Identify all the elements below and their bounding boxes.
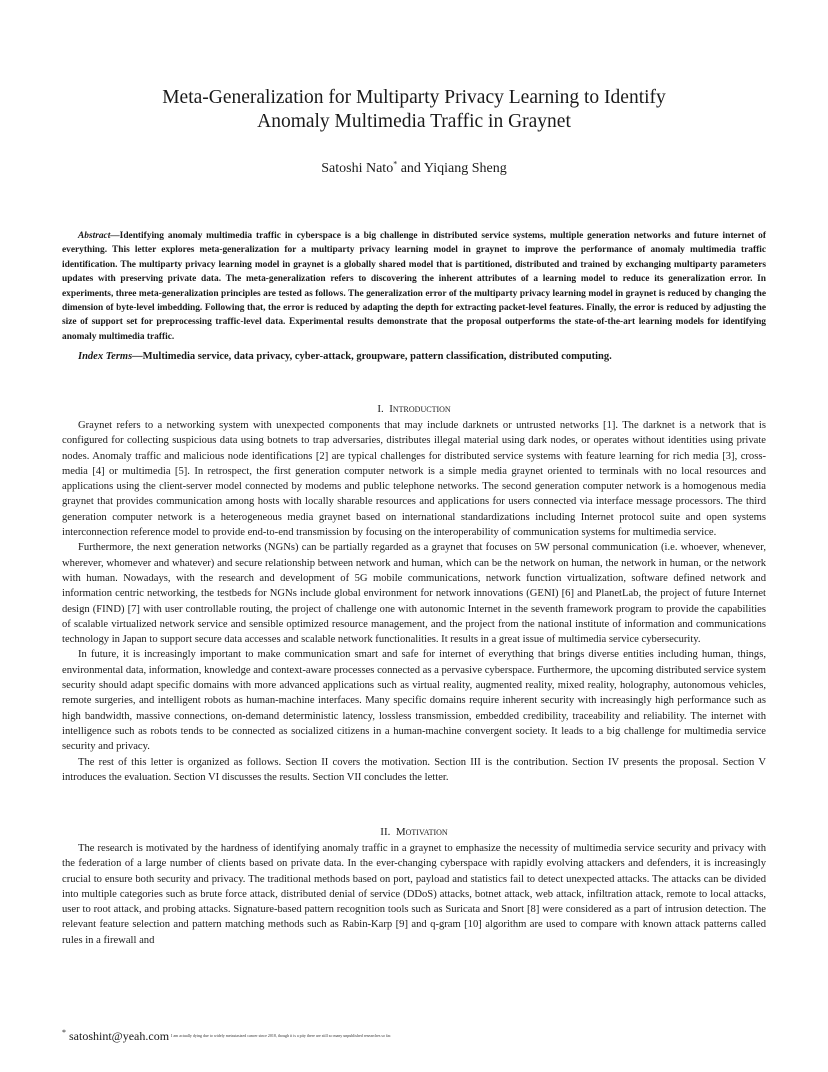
author-footnote-mark: *: [393, 159, 398, 169]
footnote-email: satoshint@yeah.com: [69, 1029, 170, 1043]
section-heading-introduction: [62, 402, 766, 416]
author-names-rest: and Yiqiang Sheng: [397, 161, 507, 176]
paragraph: In future, it is increasingly important to make communication smart and safe for internet of everything that brings diverse entities including human, things, environmental data, information, knowledge and context-aware processes connected as a pervasive cyberspace. Furthermore, the upcoming distributed service system security should adapt specific domains with more advanced applications such as virtual reality, augmented reality, mixed reality, holography, autonomous vehicles, remote surgeries, and intelligent robots as human-machine interfaces. Many specific domains require inherent security with increasingly high performance such as high bandwidth, massive connections, on-demand deterministic latency, lossless transmission, embedded credibility, traceability and reliability. The internet with intelligence such as robots tends to be connected as socialized citizens in a human-machine convergent society. It leads to a big challenge for multimedia service security and privacy.: [62, 649, 766, 753]
abstract-label: Abstract: [78, 231, 111, 241]
index-terms-text: —Multimedia service, data privacy, cyber-attack, groupware, pattern classification, distributed computing.: [132, 351, 612, 362]
footnote-note: I am actually dying due to widely metastasized cancer since 2018, though it is a pity there are still so many unpublished researches so far.: [171, 1033, 392, 1038]
index-terms: [62, 349, 766, 364]
footnote-mark: *: [62, 1028, 66, 1037]
paper-title: [62, 86, 766, 134]
paragraph: Furthermore, the next generation networks (NGNs) can be partially regarded as a graynet that focuses on 5W personal communication (i.e. whoever, whenever, wherever, whomever and whatever) and secure relationship between network and human, which can be the network on human, the network in human, or the network with human. Nowadays, with the research and development of 5G mobile communications, network function virtualization, software defined network and information centric networking, the testbeds for NGNs include global environment for network innovations (GENI) [6] and PlanetLab, the project of future Internet design (FIND) [7] with user controllable routing, the project of challenge one with autonomic Internet in the seventh framework program to provide the capabilities of scalable virtualized network service and sensible optimized resource management, and the project from the national institute of information and communications technology in Japan to support secure data accesses and scalable network functionalities. It results in a great issue of multimedia service cybersecurity.: [62, 542, 766, 646]
abstract-text: —Identifying anomaly multimedia traffic in cyberspace is a big challenge in distributed service systems, multiple generation networks and future internet of everything. This letter explores meta-generalization for a multiparty privacy learning model in graynet to improve the performance of anomaly multimedia traffic identification. The multiparty privacy learning model in graynet is a globally shared model that is partitioned, distributed and trained by exchanging multiparty parameters updates with preserving private data. The meta-generalization refers to discovering the inherent attributes of a learning model to reduce its generalization error. In experiments, three meta-generalization principles are tested as follows. The generalization error of the multiparty privacy learning model in graynet is reduced by changing the dimension of byte-level imbedding. Following that, the error is reduced by adapting the depth for extracting packet-level features. Finally, the error is reduced by adjusting the size of support set for preprocessing traffic-level data. Experimental results demonstrate that the proposal outperforms the state-of-the-art learning models for identifying anomaly multimedia traffic.: [62, 231, 766, 342]
motivation-body: [62, 841, 766, 948]
index-terms-label: Index Terms: [78, 351, 133, 362]
section-title: Introduction: [389, 403, 451, 415]
author-list: [62, 160, 766, 178]
section-number: II.: [380, 826, 391, 838]
section-title: Motivation: [395, 826, 448, 838]
abstract: [62, 229, 766, 344]
title-line-1: Meta-Generalization for Multiparty Privacy Learning to Identify: [162, 87, 666, 108]
paragraph: Graynet refers to a networking system with unexpected components that may include darknets or untrusted networks [1]. The darknet is a network that is configured for collecting suspicious data using botnets to trap adversaries, distributes illegal material using dark nodes, or operates without identities using private nodes. Anomaly traffic and malicious node identifications [2] are typical challenges for distributed service systems with feature learning for rich media [3], cross-media [4] or multimedia [5]. In retrospect, the first generation computer network is a simple media graynet oriented to terminals with no local resources and applications using the client-server model connected by modems and public telephone networks. The second generation computer network is a homogenous media graynet that provides communication among hosts with locally sharable resources and applications for users connected via interface message processors. The third generation computer network is a heterogeneous media graynet based on international standardizations including Internet protocol suite and open systems interconnection reference model to provide end-to-end transmission by focusing on the interoperability of communication systems for multimedia service.: [62, 420, 766, 539]
paragraph: The research is motivated by the hardness of identifying anomaly traffic in a graynet to emphasize the necessity of multimedia service security and privacy with the federation of a large number of clients based on private data. In the ever-changing cyberspace with rapidly evolving attackers and defenders, it is increasingly crucial to ensure both security and privacy. The traditional methods based on port, payload and statistics fail to detect unexpected attacks. The attacks can be divided into multiple categories such as brute force attack, distributed denial of service (DDoS) attacks, botnet attack, web attack, infiltration attack, remote to local attacks, user to root attack, and probing attacks. Signature-based pattern recognition tools such as Suricata and Snort [8] were considered as a part of intrusion detection. The relevant feature selection and pattern matching methods such as Rabin-Karp [9] and q-gram [10] algorithm are used to compare with known attack patterns called rules in a firewall and: [62, 843, 766, 946]
section-heading-motivation: [62, 825, 766, 839]
paragraph: The rest of this letter is organized as follows. Section II covers the motivation. Section III is the contribution. Section IV presents the proposal. Section V introduces the evaluation. Section VI discusses the results. Section VII concludes the letter.: [62, 756, 766, 783]
introduction-body: [62, 418, 766, 785]
footnote: [62, 1028, 766, 1044]
author-name: Satoshi Nato: [321, 161, 394, 176]
title-line-2: Anomaly Multimedia Traffic in Graynet: [257, 111, 571, 132]
section-number: I.: [377, 403, 384, 415]
